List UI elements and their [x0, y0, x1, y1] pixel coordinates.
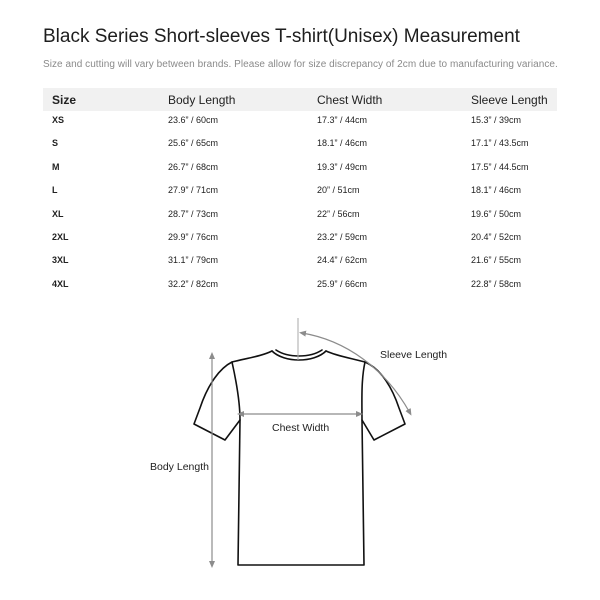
cell-chest-width: 25.9” / 66cm: [317, 278, 368, 289]
table-row: [43, 275, 557, 298]
header-body-length: Body Length: [168, 93, 236, 107]
shirt-body-path: [194, 351, 405, 565]
cell-body-length: 26.7” / 68cm: [168, 161, 219, 172]
table-row: [43, 251, 557, 274]
cell-size: 3XL: [52, 255, 69, 266]
page-subtitle: Size and cutting will vary between brands. Please allow for size discrepancy of 2cm due to manufacturing variance.: [43, 59, 558, 70]
cell-sleeve-length: 21.6” / 55cm: [471, 255, 522, 266]
table-row: [43, 228, 557, 251]
cell-chest-width: 22” / 56cm: [317, 208, 360, 219]
cell-body-length: 28.7” / 73cm: [168, 208, 219, 219]
table-body: [43, 111, 557, 298]
table-row: [43, 205, 557, 228]
cell-sleeve-length: 17.1” / 43.5cm: [471, 138, 529, 149]
cell-chest-width: 23.2” / 59cm: [317, 231, 368, 242]
cell-chest-width: 17.3” / 44cm: [317, 115, 368, 125]
chest-width-label: Chest Width: [272, 422, 330, 434]
cell-sleeve-length: 17.5” / 44.5cm: [471, 161, 529, 172]
size-table: [43, 88, 557, 298]
cell-body-length: 23.6” / 60cm: [168, 115, 219, 125]
cell-chest-width: 20” / 51cm: [317, 185, 360, 196]
cell-chest-width: 19.3” / 49cm: [317, 161, 368, 172]
sleeve-length-label: Sleeve Length: [380, 349, 448, 361]
header-chest-width: Chest Width: [317, 93, 383, 107]
table-row: [43, 158, 557, 181]
cell-size: 4XL: [52, 278, 69, 289]
cell-size: M: [52, 161, 60, 172]
sleeve-length-arrow: [302, 333, 410, 413]
cell-body-length: 27.9” / 71cm: [168, 185, 219, 196]
table-header: [43, 88, 557, 111]
cell-body-length: 32.2” / 82cm: [168, 278, 219, 289]
tshirt-outline: [194, 350, 405, 565]
table-row: [43, 111, 557, 134]
cell-size: 2XL: [52, 231, 69, 242]
table-row: [43, 134, 557, 157]
cell-size: XS: [52, 115, 65, 125]
cell-body-length: 31.1” / 79cm: [168, 255, 219, 266]
cell-sleeve-length: 19.6” / 50cm: [471, 208, 522, 219]
cell-body-length: 29.9” / 76cm: [168, 231, 219, 242]
cell-chest-width: 18.1” / 46cm: [317, 138, 368, 149]
shirt-collar-inner: [276, 350, 322, 356]
cell-size: XL: [52, 208, 64, 219]
cell-size: L: [52, 185, 58, 196]
body-length-label: Body Length: [150, 461, 209, 473]
cell-chest-width: 24.4” / 62cm: [317, 255, 368, 266]
shirt-sleeve-seam-left: [232, 362, 240, 420]
page-title: Black Series Short-sleeves T-shirt(Unisex) Measurement: [43, 26, 520, 47]
header-sleeve-length: Sleeve Length: [471, 93, 548, 107]
cell-size: S: [52, 138, 59, 149]
cell-sleeve-length: 18.1” / 46cm: [471, 185, 522, 196]
shirt-sleeve-seam-right: [362, 362, 365, 420]
cell-sleeve-length: 20.4” / 52cm: [471, 231, 522, 242]
table-row: [43, 181, 557, 204]
cell-body-length: 25.6” / 65cm: [168, 138, 219, 149]
tshirt-measurement-diagram: [0, 300, 600, 600]
cell-sleeve-length: 15.3” / 39cm: [471, 115, 522, 125]
cell-sleeve-length: 22.8” / 58cm: [471, 278, 522, 289]
header-size: Size: [52, 93, 77, 107]
